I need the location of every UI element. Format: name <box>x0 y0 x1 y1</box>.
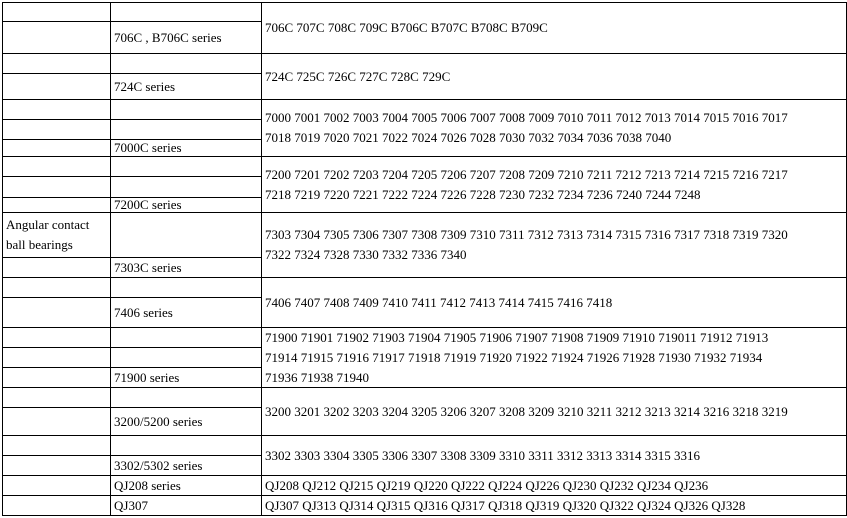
models-cell <box>261 156 847 213</box>
category-cell <box>2 197 111 213</box>
models-cell <box>261 212 847 278</box>
series-label: QJ307 <box>114 497 148 513</box>
model-list-line: 71900 71901 71902 71903 71904 71905 71906 71907 71908 71909 71910 719011 71912 71913 <box>265 329 769 345</box>
series-cell <box>110 407 262 436</box>
series-cell <box>110 475 262 496</box>
model-list-line: 7322 7324 7328 7330 7332 7336 7340 <box>265 247 467 262</box>
category-cell <box>2 21 111 54</box>
model-list-line: 7303 7304 7305 7306 7307 7308 7309 7310 7311 7312 7313 7314 7315 7316 7317 7318 7319 7320 <box>265 227 788 242</box>
series-label: 3302/5302 series <box>114 457 203 473</box>
model-list-line: 7218 7219 7220 7221 7222 7224 7226 7228 7230 7232 7234 7236 7240 7244 7248 <box>265 186 701 202</box>
model-list-line: QJ307 QJ313 QJ314 QJ315 QJ316 QJ317 QJ318 QJ319 QJ320 QJ322 QJ324 QJ326 QJ328 <box>265 497 746 513</box>
models-cell <box>261 277 847 328</box>
series-cell <box>110 495 262 516</box>
category-cell <box>2 119 111 140</box>
series-cell <box>110 455 262 476</box>
series-label: QJ208 series <box>114 477 181 493</box>
series-label: 7303C series <box>114 259 182 275</box>
model-list-line: 3302 3303 3304 3305 3306 3307 3308 3309 3310 3311 3312 3313 3314 3315 3316 <box>265 447 701 463</box>
series-label: 7406 series <box>114 304 173 320</box>
category-cell <box>2 156 111 177</box>
model-list-line: 71914 71915 71916 71917 71918 71919 71920 71922 71924 71926 71928 71930 71932 71934 <box>265 349 763 365</box>
series-cell <box>110 197 262 213</box>
category-cell <box>2 176 111 198</box>
series-cell <box>110 387 262 408</box>
series-cell <box>110 21 262 54</box>
models-cell <box>261 327 847 388</box>
series-cell <box>110 212 262 258</box>
series-cell <box>110 257 262 278</box>
model-list-line: 71936 71938 71940 <box>265 369 369 385</box>
category-cell <box>2 367 111 388</box>
series-cell <box>110 2 262 22</box>
series-cell <box>110 327 262 348</box>
series-cell <box>110 176 262 198</box>
series-cell <box>110 347 262 368</box>
models-cell <box>261 99 847 157</box>
category-cell <box>2 347 111 368</box>
series-label: 7000C series <box>114 140 182 155</box>
category-cell <box>2 99 111 120</box>
series-label: 71900 series <box>114 369 180 385</box>
category-cell <box>2 327 111 348</box>
category-cell <box>2 455 111 476</box>
model-list-line: 7200 7201 7202 7203 7204 7205 7206 7207 7208 7209 7210 7211 7212 7213 7214 7215 7216 7217 <box>265 166 788 182</box>
category-cell <box>2 139 111 157</box>
series-label: 7200C series <box>114 197 182 212</box>
category-cell <box>2 387 111 408</box>
series-cell <box>110 277 262 298</box>
series-cell <box>110 435 262 456</box>
models-cell <box>261 475 847 496</box>
model-list-line: 7018 7019 7020 7021 7022 7024 7026 7028 7030 7032 7034 7036 7038 7040 <box>265 130 672 145</box>
models-cell <box>261 435 847 476</box>
series-cell <box>110 156 262 177</box>
series-label: 706C , B706C series <box>114 29 222 45</box>
series-cell <box>110 119 262 140</box>
models-cell <box>261 495 847 516</box>
category-cell <box>2 73 111 100</box>
model-list-line: 7000 7001 7002 7003 7004 7005 7006 7007 7008 7009 7010 7011 7012 7013 7014 7015 7016 7017 <box>265 110 788 125</box>
category-cell <box>2 475 111 496</box>
series-cell <box>110 53 262 74</box>
series-cell <box>110 99 262 120</box>
model-list-line: 7406 7407 7408 7409 7410 7411 7412 7413 7414 7415 7416 7418 <box>265 294 613 310</box>
category-label: Angular contact <box>6 217 90 232</box>
category-cell <box>2 257 111 278</box>
category-cell <box>2 277 111 298</box>
series-cell <box>110 139 262 157</box>
model-list-line: 3200 3201 3202 3203 3204 3205 3206 3207 3208 3209 3210 3211 3212 3213 3214 3216 3218 3219 <box>265 403 788 419</box>
model-list-line: QJ208 QJ212 QJ215 QJ219 QJ220 QJ222 QJ224 QJ226 QJ230 QJ232 QJ234 QJ236 <box>265 477 709 493</box>
category-cell <box>2 297 111 328</box>
category-cell <box>2 53 111 74</box>
series-cell <box>110 367 262 388</box>
series-cell <box>110 73 262 100</box>
category-label: ball bearings <box>6 237 73 252</box>
category-cell <box>2 212 111 258</box>
category-cell <box>2 495 111 516</box>
series-label: 3200/5200 series <box>114 413 203 429</box>
models-cell <box>261 2 847 54</box>
category-cell <box>2 2 111 22</box>
series-cell <box>110 297 262 328</box>
model-list-line: 724C 725C 726C 727C 728C 729C <box>265 68 451 84</box>
category-cell <box>2 407 111 436</box>
models-cell <box>261 53 847 100</box>
model-list-line: 706C 707C 708C 709C B706C B707C B708C B709C <box>265 20 548 35</box>
series-label: 724C series <box>114 78 176 94</box>
models-cell <box>261 387 847 436</box>
category-cell <box>2 435 111 456</box>
